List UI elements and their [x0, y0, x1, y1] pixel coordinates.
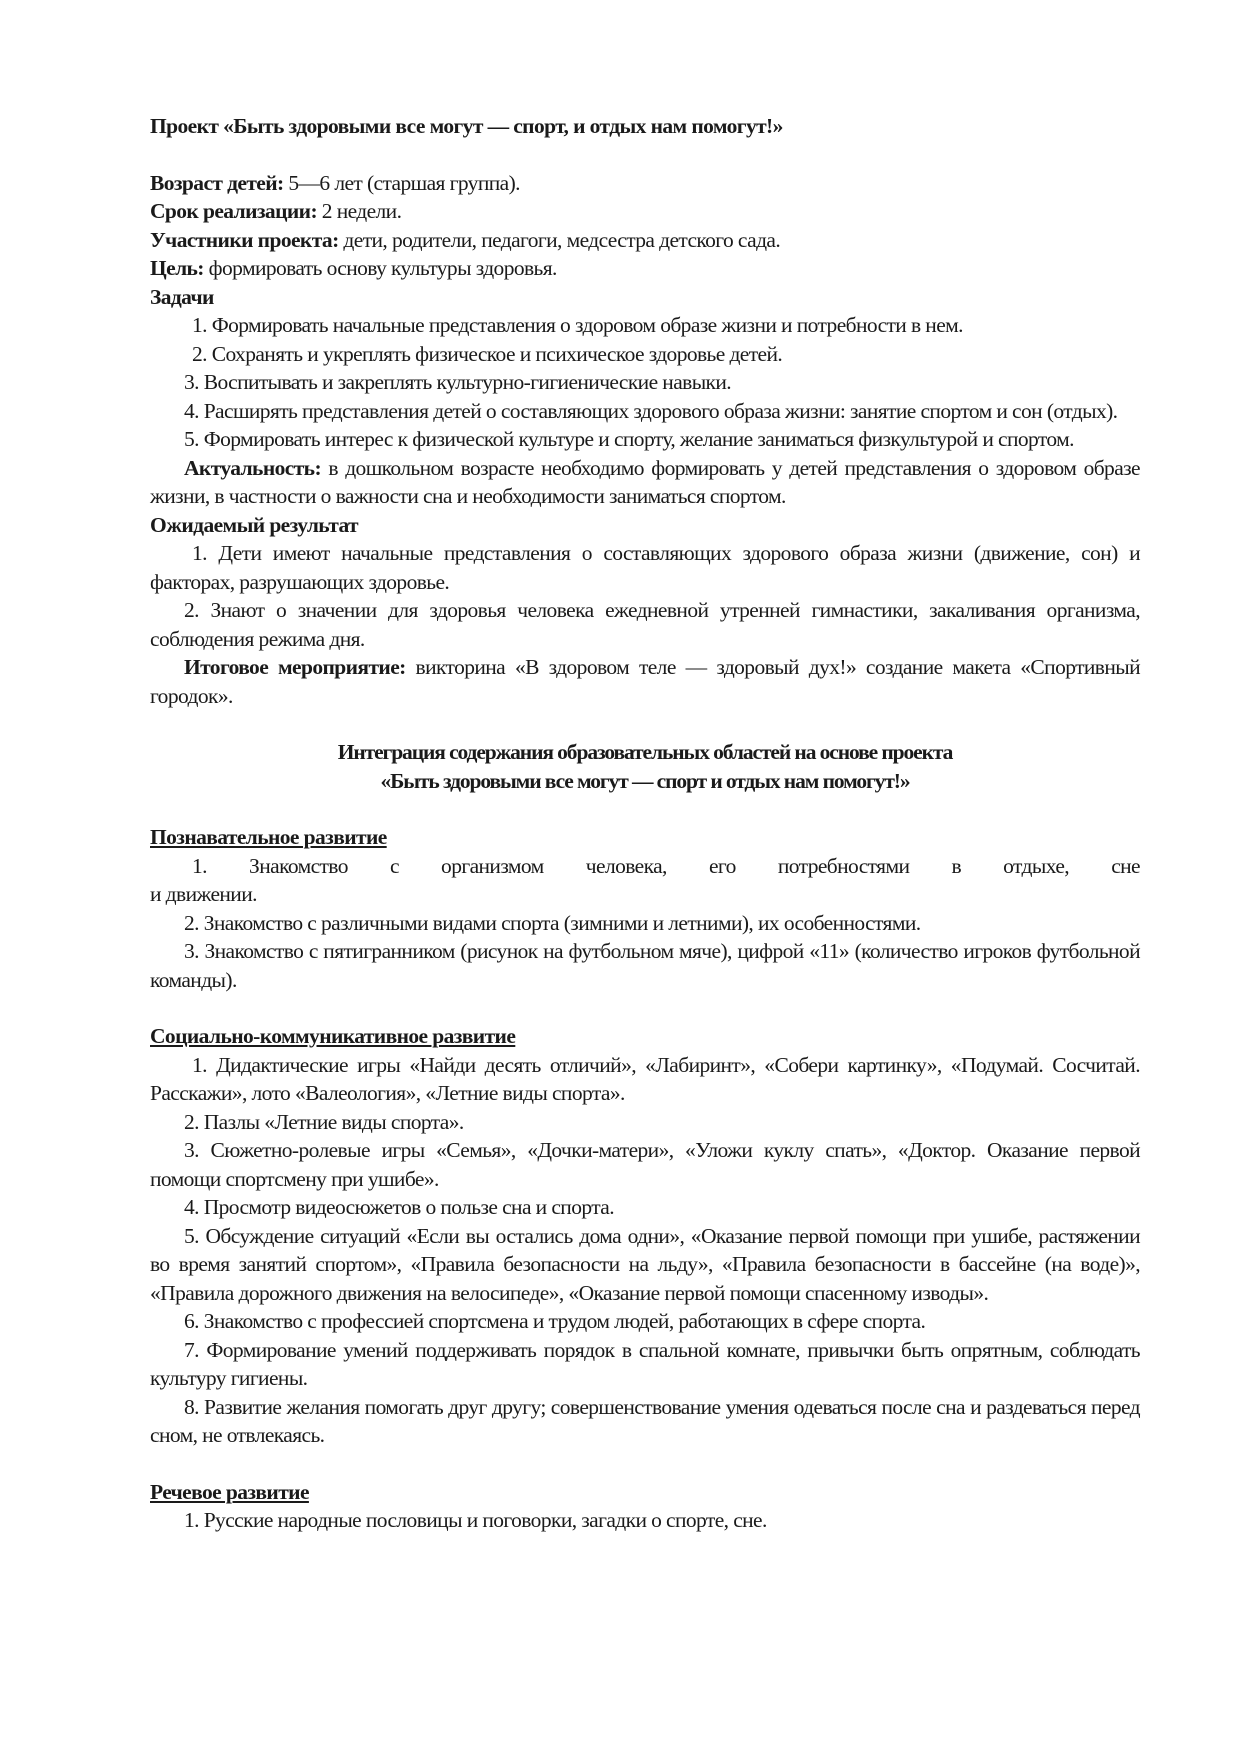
task-item: 4. Расширять представления детей о составляющих здорового образа жизни: занятие спортом и сон (отдых).: [184, 398, 1118, 423]
final-event-paragraph: [150, 653, 1140, 710]
integration-title-line1: Интеграция содержания образовательных областей на основе проекта: [337, 740, 953, 764]
relevance-value: в дошкольном возрасте необходимо формировать у детей представления о здоровом образе жизни, в частности о важности сна и необходимости заниматься спортом.: [150, 455, 1140, 508]
task-item: 5. Формировать интерес к физической культуре и спорту, желание заниматься физкультурой и спортом.: [184, 427, 1074, 451]
social-item: 3. Сюжетно-ролевые игры «Семья», «Дочки-матери», «Уложи куклу спать», «Доктор. Оказание первой помощи спортсмену при ушибе».: [150, 1138, 1140, 1191]
cognitive-item-1-line2: и движении.: [150, 882, 257, 906]
final-event-label: Итоговое мероприятие:: [184, 655, 406, 679]
age-line: [150, 169, 1140, 198]
result-heading: Ожидаемый результат: [150, 512, 359, 537]
social-item: 6. Знакомство с профессией спортсмена и трудом людей, работающих в сфере спорта.: [184, 1309, 926, 1333]
social-item: 1. Дидактические игры «Найди десять отличий», «Лабиринт», «Собери картинку», «Подумай. Сосчитай. Расскажи», лото «Валеология», «Летние виды спорта».: [150, 1052, 1140, 1105]
cognitive-item-1-line1: 1. Знакомство с организмом человека, его потребностями в отдыхе, сне: [192, 853, 1140, 878]
social-item: 4. Просмотр видеосюжетов о пользе сна и спорта.: [184, 1195, 614, 1219]
social-item: 5. Обсуждение ситуаций «Если вы остались дома одни», «Оказание первой помощи при ушибе, растяжении во время занятий спортом», «Правила безопасности на льду», «Правила безопасности в бассейне (на воде)», «Правила дорожного движения на велосипеде», «Оказание первой помощи спасенному изводы».: [150, 1223, 1140, 1305]
task-item: 2. Сохранять и укреплять физическое и психическое здоровье детей.: [192, 341, 783, 366]
integration-title-line2: «Быть здоровыми все могут — спорт и отдых нам помогут!»: [380, 768, 910, 793]
participants-value: дети, родители, педагоги, медсестра детского сада.: [338, 227, 781, 252]
social-item: 2. Пазлы «Летние виды спорта».: [184, 1109, 464, 1134]
spacer: [150, 795, 1140, 823]
document-page: [150, 112, 1140, 1535]
relevance-paragraph: [150, 454, 1140, 511]
participants-line: [150, 226, 1140, 255]
result-item: 2. Знают о значении для здоровья человека ежедневной утренней гимнастики, закаливания организма, соблюдения режима дня.: [150, 598, 1140, 651]
spacer: [150, 1450, 1140, 1478]
cognitive-item: 3. Знакомство с пятигранником (рисунок на футбольном мяче), цифрой «11» (количество игроков футбольной команды).: [150, 939, 1140, 992]
participants-label: Участники проекта:: [150, 227, 339, 252]
term-line: [150, 197, 1140, 226]
cognitive-heading: Познавательное развитие: [150, 825, 387, 849]
social-item: 7. Формирование умений поддерживать порядок в спальной комнате, привычки быть опрятным, соблюдать культуру гигиены.: [150, 1337, 1140, 1390]
social-heading: Социально-коммуникативное развитие: [150, 1024, 516, 1048]
goal-line: [150, 254, 1140, 283]
tasks-heading: Задачи: [150, 284, 214, 309]
task-item: 3. Воспитывать и закреплять культурно-гигиенические навыки.: [184, 370, 732, 394]
term-value: 2 недели.: [317, 199, 402, 223]
age-label: Возраст детей:: [150, 170, 284, 195]
term-label: Срок реализации:: [150, 199, 317, 223]
speech-item: 1. Русские народные пословицы и поговорки, загадки о спорте, сне.: [184, 1508, 767, 1532]
cognitive-item: 2. Знакомство с различными видами спорта (зимними и летними), их особенностями.: [184, 910, 921, 935]
age-value: 5—6 лет (старшая группа).: [283, 170, 520, 195]
goal-value: формировать основу культуры здоровья.: [203, 256, 557, 280]
result-item: 1. Дети имеют начальные представления о составляющих здорового образа жизни (движение, сон) и факторах, разрушающих здоровье.: [150, 541, 1140, 594]
goal-label: Цель:: [150, 256, 204, 280]
project-title: Проект «Быть здоровыми все могут — спорт, и отдых нам помогут!»: [150, 114, 783, 138]
task-item: 1. Формировать начальные представления о здоровом образе жизни и потребности в нем.: [192, 313, 963, 337]
spacer: [150, 994, 1140, 1022]
social-item: 8. Развитие желания помогать друг другу; совершенствование умения одеваться после сна и раздеваться перед сном, не отвлекаясь.: [150, 1394, 1140, 1447]
relevance-label: Актуальность:: [184, 455, 321, 480]
final-event-value: викторина «В здоровом теле — здоровый дух!» создание макета «Спортивный городок».: [150, 655, 1140, 708]
spacer: [150, 710, 1140, 738]
speech-heading: Речевое развитие: [150, 1479, 309, 1504]
